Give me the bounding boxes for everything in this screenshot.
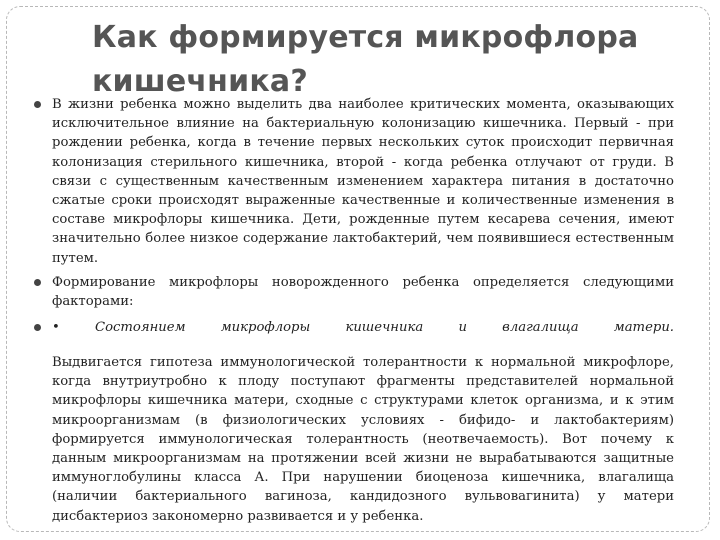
bullet-paragraph-3: • Состоянием микрофлоры кишечника и влагалища матери. <box>52 320 674 335</box>
bullet-marker <box>34 279 41 286</box>
bullet-marker <box>34 101 41 108</box>
bullet-paragraph-2: Формирование микрофлоры новорожденного ребенка определяется следующими факторами: <box>52 275 674 310</box>
body-paragraph: Выдвигается гипотеза иммунологической толерантности к нормальной микрофлоре, когда внутриутробно к плоду поступают фрагменты представителей нормальной микрофлоры кишечника матери, сходные с структурами клеток организма, и к этим микроорганизмам (в физиологических условиях - бифидо- и лактобактериям) формируется иммунологическая толерантность (неотвечаемость). Вот почему к данным микроорганизмам на протяжении всей жизни не вырабатываются защитные иммуноглобулины класса А. При нарушении биоценоза кишечника, влагалища (наличии бактериального вагиноза, кандидозного вульвовагинита) у матери дисбактериоз закономерно развивается и у ребенка. <box>52 355 674 524</box>
bullet-marker <box>34 324 41 331</box>
bullet-paragraph-1: В жизни ребенка можно выделить два наиболее критических момента, оказывающих исключительное влияние на бактериальную колонизацию кишечника. Первый - при рождении ребенка, когда в течение первых нескольких суток происходит первичная колонизация стерильного кишечника, второй - когда ребенка отлучают от груди. В связи с существенным качественным изменением характера питания в достаточно сжатые сроки происходят выраженные качественные и количественные изменения в составе микрофлоры кишечника. Дети, рожденные путем кесарева сечения, имеют значительно более низкое содержание лактобактерий, чем появившиеся естественным путем. <box>52 97 674 266</box>
slide-title: Как формируется микрофлора кишечника? <box>92 20 639 99</box>
